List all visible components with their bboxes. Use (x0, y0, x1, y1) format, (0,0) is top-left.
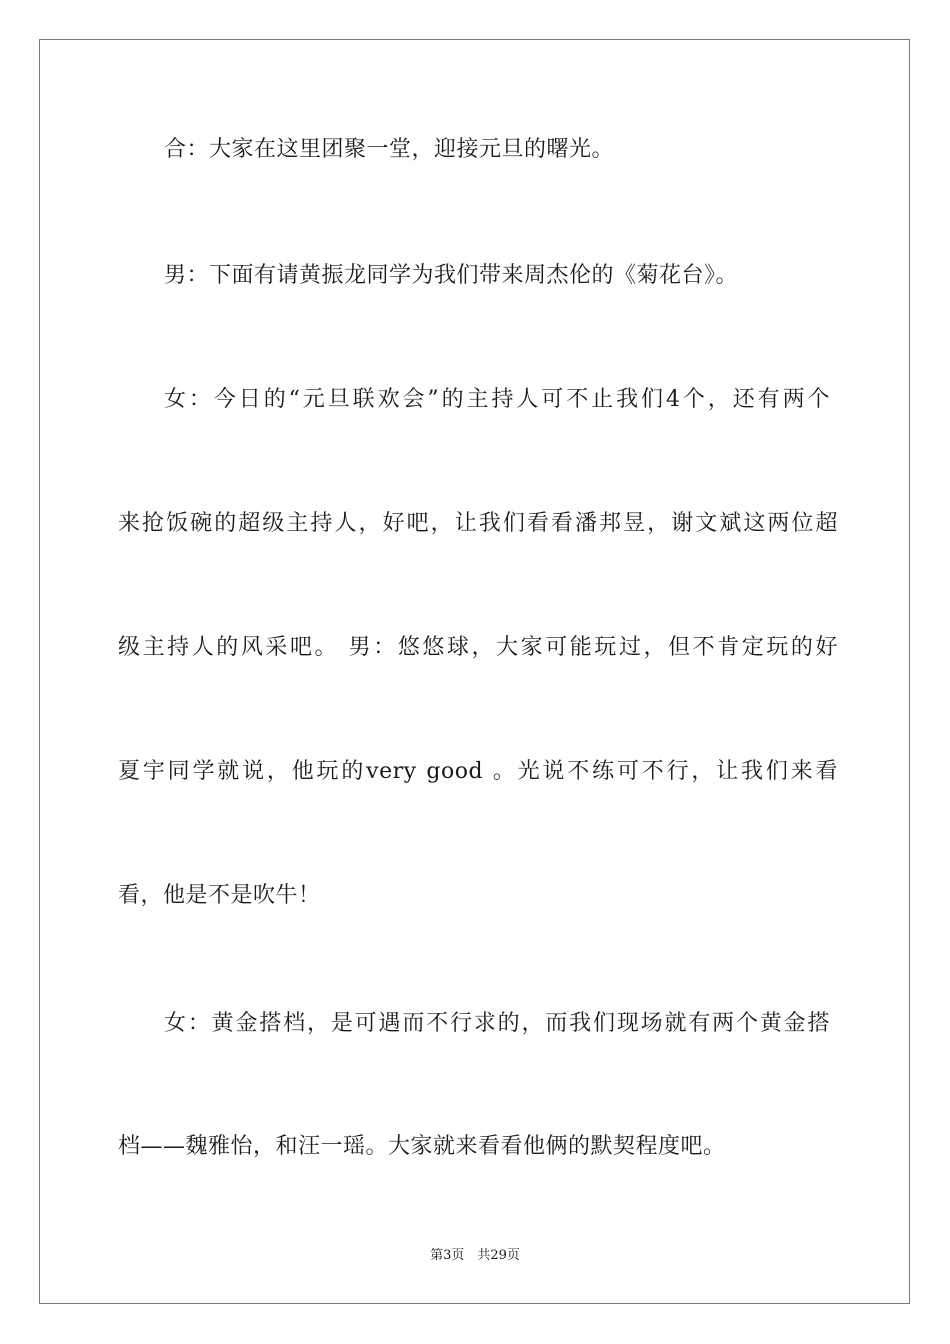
page-border (39, 39, 910, 1304)
text-line-7: 看，他是不是吹牛！ (118, 883, 321, 908)
text-line-9: 档——魏雅怡，和汪一瑶。大家就来看看他俩的默契程度吧。 (118, 1134, 726, 1159)
text-line-8: 女：黄金搭档，是可遇而不行求的，而我们现场就有两个黄金搭 (164, 1011, 830, 1036)
page-number: 第3页 共29页 (430, 1248, 520, 1263)
text-line-1: 合：大家在这里团聚一堂，迎接元旦的曙光。 (164, 137, 615, 162)
text-line-4: 来抢饭碗的超级主持人，好吧，让我们看看潘邦昱，谢文斌这两位超 (118, 511, 838, 536)
text-line-6: 夏宇同学就说，他玩的very good 。光说不练可不行，让我们来看 (118, 759, 838, 784)
text-line-5: 级主持人的风采吧。 男：悠悠球，大家可能玩过，但不肯定玩的好 (118, 635, 838, 660)
text-line-3: 女：今日的“元旦联欢会”的主持人可不止我们4个，还有两个 (164, 387, 830, 412)
text-line-2: 男：下面有请黄振龙同学为我们带来周杰伦的《菊花台》。 (164, 263, 739, 288)
